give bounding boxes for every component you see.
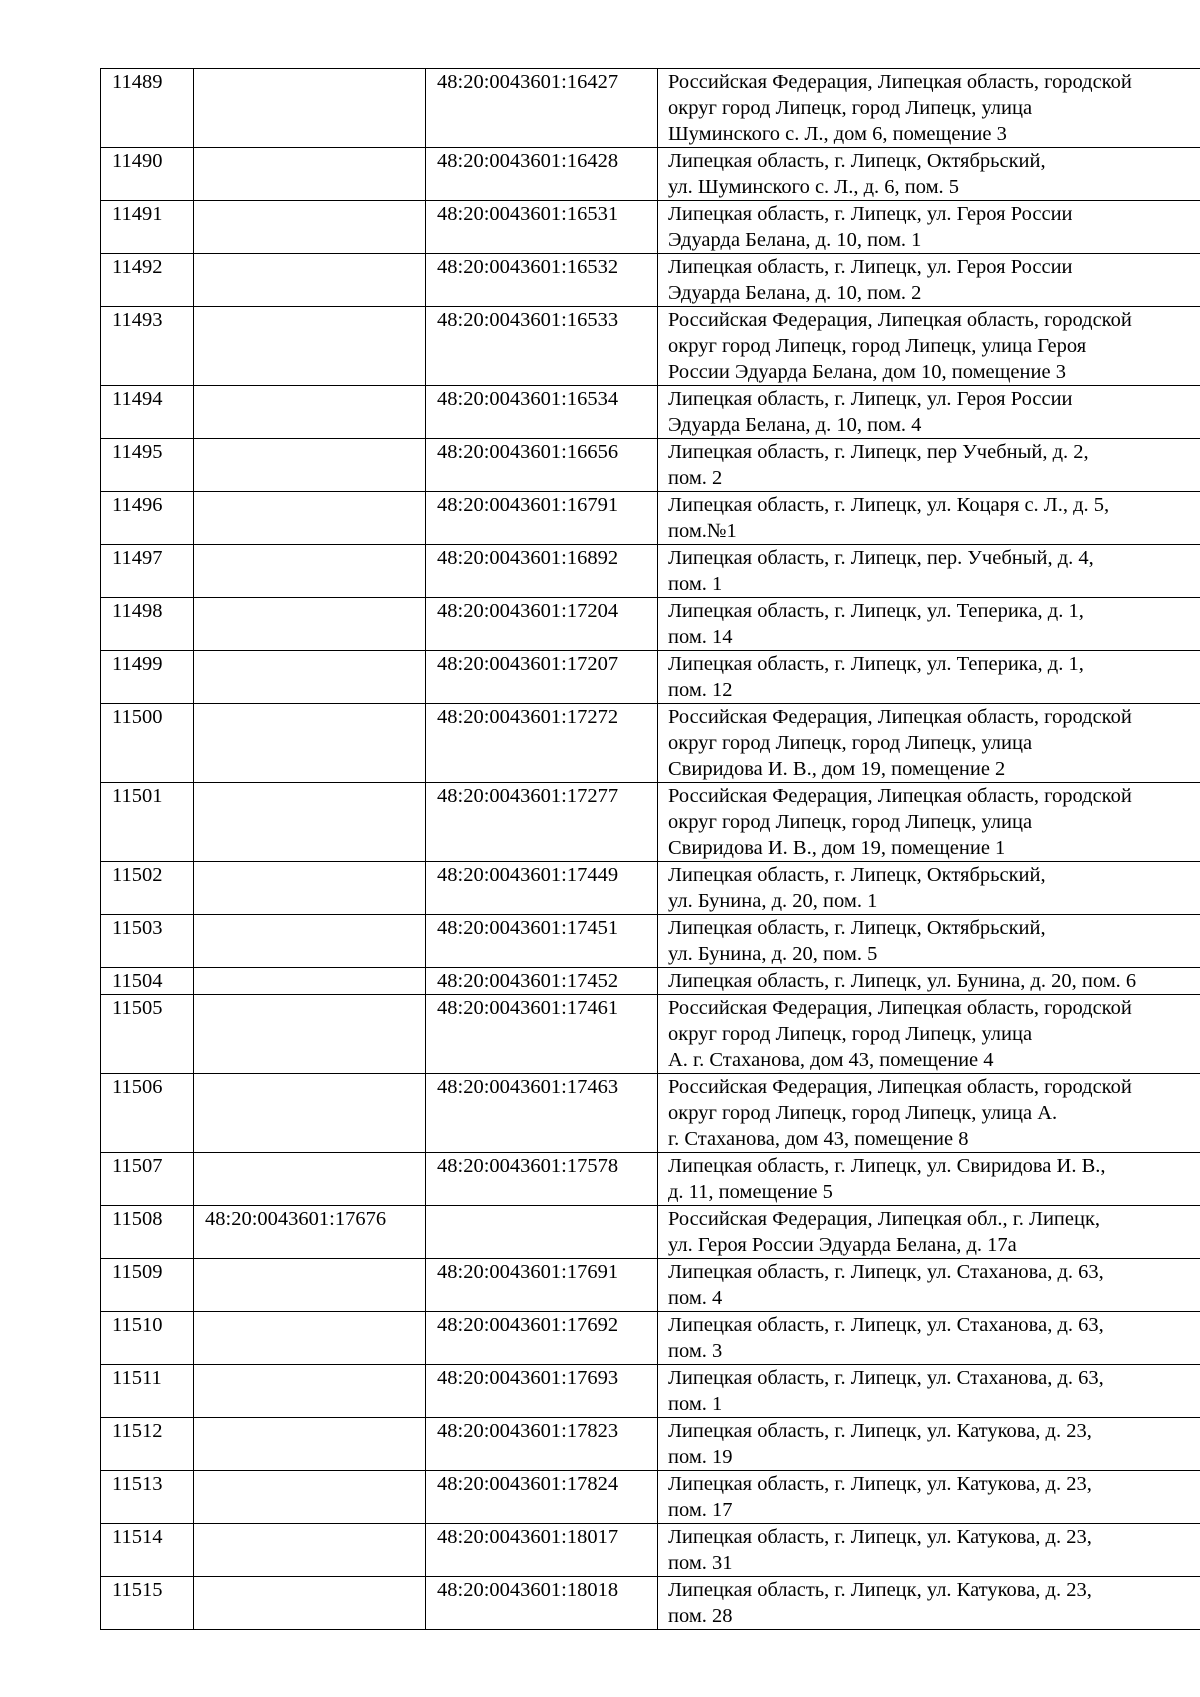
table-row — [101, 1471, 1200, 1524]
address-cell: Липецкая область, г. Липецк, ул. Свиридова И. В., д. 11, помещение 5 — [658, 1153, 1200, 1206]
land-parcel-cell — [194, 1153, 426, 1206]
land-parcel-cell — [194, 148, 426, 201]
cadastral-number-cell: 48:20:0043601:18017 — [426, 1524, 658, 1577]
address-cell: Российская Федерация, Липецкая область, городской округ город Липецк, город Липецк, улица Шуминского с. Л., дом 6, помещение 3 — [658, 69, 1200, 148]
land-parcel-cell — [194, 651, 426, 704]
row-number-cell: 11508 — [101, 1206, 194, 1259]
cadastral-number-cell: 48:20:0043601:16656 — [426, 439, 658, 492]
table-row — [101, 704, 1200, 783]
land-parcel-cell — [194, 995, 426, 1074]
table-row — [101, 1206, 1200, 1259]
cadastral-number-cell: 48:20:0043601:17451 — [426, 915, 658, 968]
row-number-cell: 11511 — [101, 1365, 194, 1418]
address-cell: Липецкая область, г. Липецк, ул. Бунина, д. 20, пом. 6 — [658, 968, 1200, 995]
address-cell: Липецкая область, г. Липецк, ул. Стаханова, д. 63, пом. 4 — [658, 1259, 1200, 1312]
row-number-cell: 11499 — [101, 651, 194, 704]
address-cell: Липецкая область, г. Липецк, ул. Стаханова, д. 63, пом. 1 — [658, 1365, 1200, 1418]
table-row — [101, 1074, 1200, 1153]
address-cell: Липецкая область, г. Липецк, ул. Катукова, д. 23, пом. 19 — [658, 1418, 1200, 1471]
table-row — [101, 201, 1200, 254]
cadastral-number-cell: 48:20:0043601:16533 — [426, 307, 658, 386]
land-parcel-cell — [194, 254, 426, 307]
cadastral-number-cell: 48:20:0043601:18018 — [426, 1577, 658, 1630]
land-parcel-cell — [194, 1471, 426, 1524]
address-cell: Липецкая область, г. Липецк, пер. Учебный, д. 4, пом. 1 — [658, 545, 1200, 598]
table-row — [101, 1524, 1200, 1577]
row-number-cell: 11512 — [101, 1418, 194, 1471]
table-row — [101, 148, 1200, 201]
address-cell: Липецкая область, г. Липецк, ул. Катукова, д. 23, пом. 28 — [658, 1577, 1200, 1630]
land-parcel-cell — [194, 598, 426, 651]
cadastral-number-cell: 48:20:0043601:16534 — [426, 386, 658, 439]
address-cell: Липецкая область, г. Липецк, ул. Катукова, д. 23, пом. 17 — [658, 1471, 1200, 1524]
cadastral-number-cell: 48:20:0043601:17272 — [426, 704, 658, 783]
document-page — [100, 68, 1168, 1630]
cadastral-number-cell: 48:20:0043601:17449 — [426, 862, 658, 915]
land-parcel-cell — [194, 307, 426, 386]
address-cell: Российская Федерация, Липецкая обл., г. Липецк, ул. Героя России Эдуарда Белана, д. 17а — [658, 1206, 1200, 1259]
land-parcel-cell — [194, 968, 426, 995]
cadastral-number-cell: 48:20:0043601:17578 — [426, 1153, 658, 1206]
land-parcel-cell — [194, 1259, 426, 1312]
row-number-cell: 11490 — [101, 148, 194, 201]
cadastral-number-cell: 48:20:0043601:17823 — [426, 1418, 658, 1471]
address-cell: Липецкая область, г. Липецк, ул. Теперика, д. 1, пом. 12 — [658, 651, 1200, 704]
cadastral-number-cell: 48:20:0043601:17824 — [426, 1471, 658, 1524]
address-cell: Российская Федерация, Липецкая область, городской округ город Липецк, город Липецк, улица А. г. Стаханова, дом 43, помещение 4 — [658, 995, 1200, 1074]
row-number-cell: 11495 — [101, 439, 194, 492]
land-parcel-cell — [194, 1074, 426, 1153]
cadastral-number-cell — [426, 1206, 658, 1259]
cadastral-number-cell: 48:20:0043601:16532 — [426, 254, 658, 307]
table-row — [101, 1365, 1200, 1418]
table-row — [101, 69, 1200, 148]
address-cell: Липецкая область, г. Липецк, ул. Героя России Эдуарда Белана, д. 10, пом. 2 — [658, 254, 1200, 307]
land-parcel-cell — [194, 201, 426, 254]
land-parcel-cell — [194, 1312, 426, 1365]
cadastral-number-cell: 48:20:0043601:17207 — [426, 651, 658, 704]
address-cell: Липецкая область, г. Липецк, пер Учебный, д. 2, пом. 2 — [658, 439, 1200, 492]
cadastral-number-cell: 48:20:0043601:17692 — [426, 1312, 658, 1365]
land-parcel-cell — [194, 69, 426, 148]
address-cell: Липецкая область, г. Липецк, Октябрьский, ул. Бунина, д. 20, пом. 1 — [658, 862, 1200, 915]
land-parcel-cell — [194, 492, 426, 545]
table-row — [101, 995, 1200, 1074]
cadastral-number-cell: 48:20:0043601:16428 — [426, 148, 658, 201]
table-row — [101, 783, 1200, 862]
land-parcel-cell — [194, 1577, 426, 1630]
address-cell: Российская Федерация, Липецкая область, городской округ город Липецк, город Липецк, улица А. г. Стаханова, дом 43, помещение 8 — [658, 1074, 1200, 1153]
row-number-cell: 11506 — [101, 1074, 194, 1153]
cadastral-number-cell: 48:20:0043601:16531 — [426, 201, 658, 254]
row-number-cell: 11489 — [101, 69, 194, 148]
table-row — [101, 1259, 1200, 1312]
cadastral-table — [100, 68, 1200, 1630]
table-row — [101, 968, 1200, 995]
row-number-cell: 11505 — [101, 995, 194, 1074]
cadastral-number-cell: 48:20:0043601:17461 — [426, 995, 658, 1074]
row-number-cell: 11503 — [101, 915, 194, 968]
address-cell: Липецкая область, г. Липецк, Октябрьский, ул. Бунина, д. 20, пом. 5 — [658, 915, 1200, 968]
row-number-cell: 11514 — [101, 1524, 194, 1577]
land-parcel-cell: 48:20:0043601:17676 — [194, 1206, 426, 1259]
row-number-cell: 11491 — [101, 201, 194, 254]
cadastral-number-cell: 48:20:0043601:17277 — [426, 783, 658, 862]
cadastral-number-cell: 48:20:0043601:16791 — [426, 492, 658, 545]
row-number-cell: 11497 — [101, 545, 194, 598]
land-parcel-cell — [194, 915, 426, 968]
row-number-cell: 11507 — [101, 1153, 194, 1206]
land-parcel-cell — [194, 783, 426, 862]
row-number-cell: 11510 — [101, 1312, 194, 1365]
cadastral-number-cell: 48:20:0043601:16892 — [426, 545, 658, 598]
cadastral-number-cell: 48:20:0043601:17204 — [426, 598, 658, 651]
address-cell: Липецкая область, г. Липецк, ул. Катукова, д. 23, пом. 31 — [658, 1524, 1200, 1577]
land-parcel-cell — [194, 439, 426, 492]
row-number-cell: 11515 — [101, 1577, 194, 1630]
table-row — [101, 598, 1200, 651]
table-body — [101, 69, 1200, 1630]
address-cell: Российская Федерация, Липецкая область, городской округ город Липецк, город Липецк, улица Героя России Эдуарда Белана, дом 10, помещение 3 — [658, 307, 1200, 386]
land-parcel-cell — [194, 1365, 426, 1418]
address-cell: Российская Федерация, Липецкая область, городской округ город Липецк, город Липецк, улица Свиридова И. В., дом 19, помещение 2 — [658, 704, 1200, 783]
land-parcel-cell — [194, 386, 426, 439]
table-row — [101, 386, 1200, 439]
table-row — [101, 1577, 1200, 1630]
row-number-cell: 11509 — [101, 1259, 194, 1312]
land-parcel-cell — [194, 1524, 426, 1577]
row-number-cell: 11513 — [101, 1471, 194, 1524]
row-number-cell: 11493 — [101, 307, 194, 386]
cadastral-number-cell: 48:20:0043601:17691 — [426, 1259, 658, 1312]
row-number-cell: 11496 — [101, 492, 194, 545]
address-cell: Липецкая область, г. Липецк, ул. Героя России Эдуарда Белана, д. 10, пом. 1 — [658, 201, 1200, 254]
row-number-cell: 11504 — [101, 968, 194, 995]
cadastral-number-cell: 48:20:0043601:17463 — [426, 1074, 658, 1153]
row-number-cell: 11501 — [101, 783, 194, 862]
table-row — [101, 915, 1200, 968]
address-cell: Липецкая область, г. Липецк, ул. Героя России Эдуарда Белана, д. 10, пом. 4 — [658, 386, 1200, 439]
row-number-cell: 11498 — [101, 598, 194, 651]
row-number-cell: 11494 — [101, 386, 194, 439]
row-number-cell: 11500 — [101, 704, 194, 783]
land-parcel-cell — [194, 1418, 426, 1471]
cadastral-number-cell: 48:20:0043601:16427 — [426, 69, 658, 148]
table-row — [101, 1153, 1200, 1206]
table-row — [101, 307, 1200, 386]
table-row — [101, 1418, 1200, 1471]
table-row — [101, 439, 1200, 492]
address-cell: Липецкая область, г. Липецк, ул. Стаханова, д. 63, пом. 3 — [658, 1312, 1200, 1365]
table-row — [101, 545, 1200, 598]
table-row — [101, 492, 1200, 545]
row-number-cell: 11492 — [101, 254, 194, 307]
land-parcel-cell — [194, 704, 426, 783]
table-row — [101, 862, 1200, 915]
cadastral-number-cell: 48:20:0043601:17693 — [426, 1365, 658, 1418]
land-parcel-cell — [194, 545, 426, 598]
table-row — [101, 651, 1200, 704]
address-cell: Липецкая область, г. Липецк, ул. Коцаря с. Л., д. 5, пом.№1 — [658, 492, 1200, 545]
cadastral-number-cell: 48:20:0043601:17452 — [426, 968, 658, 995]
table-row — [101, 254, 1200, 307]
address-cell: Липецкая область, г. Липецк, Октябрьский, ул. Шуминского с. Л., д. 6, пом. 5 — [658, 148, 1200, 201]
row-number-cell: 11502 — [101, 862, 194, 915]
address-cell: Липецкая область, г. Липецк, ул. Теперика, д. 1, пом. 14 — [658, 598, 1200, 651]
table-row — [101, 1312, 1200, 1365]
address-cell: Российская Федерация, Липецкая область, городской округ город Липецк, город Липецк, улица Свиридова И. В., дом 19, помещение 1 — [658, 783, 1200, 862]
land-parcel-cell — [194, 862, 426, 915]
